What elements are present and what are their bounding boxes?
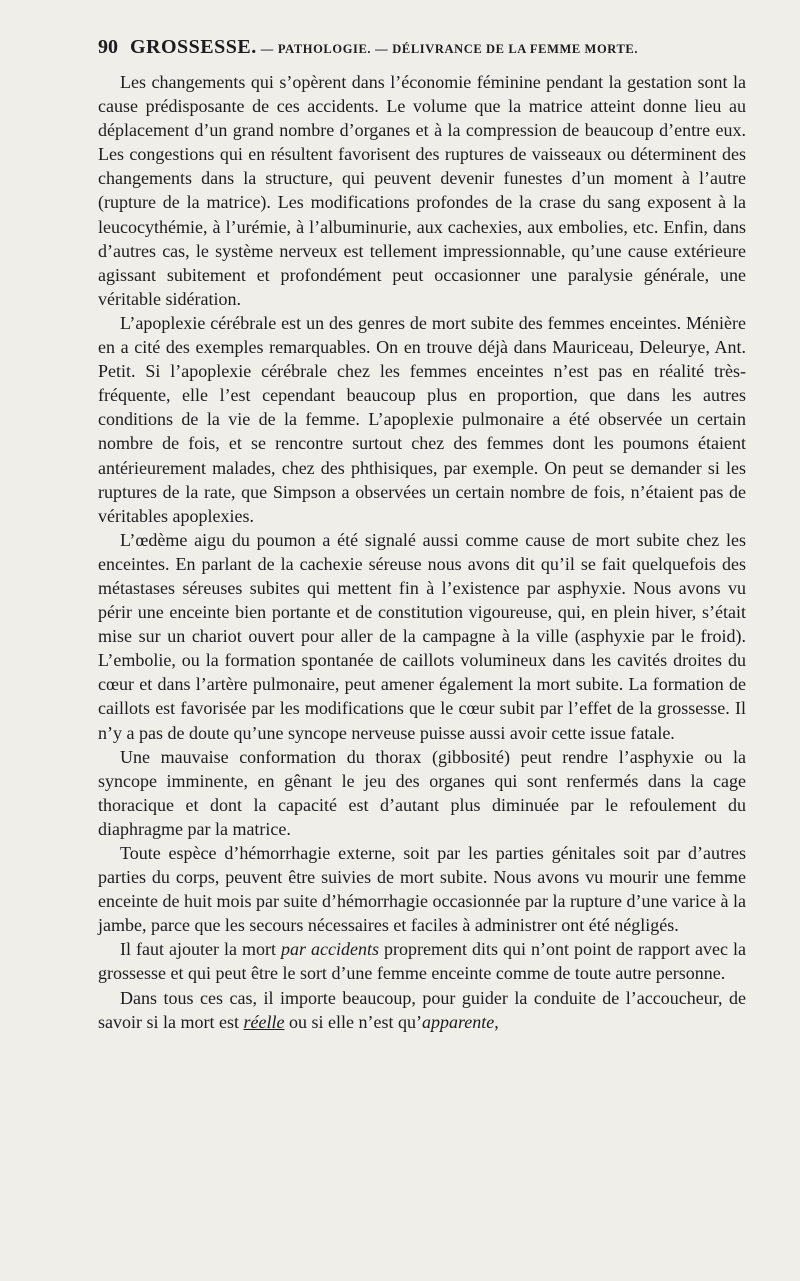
paragraph: L’œdème aigu du poumon a été signalé aussi comme cause de mort subite chez les enceintes. En parlant de la cachexie séreuse nous avons dit qu’il se fait quelquefois des métastases séreuses subites qui mettent fin à l’existence par asphyxie. Nous avons vu périr une enceinte bien portante et de constitution vigoureuse, qui, en plein hiver, s’était mise sur un chariot ouvert pour aller de la campagne à la ville (asphyxie par le froid). L’embolie, ou la formation spontanée de caillots volumineux dans les cavités droites du cœur et dans l’artère pulmonaire, peut amener également la mort subite. La formation de caillots est favorisée par les modifications que le cœur subit par l’effet de la grossesse. Il n’y a pas de doute qu’une syncope nerveuse puisse aussi avoir cette issue fatale. [98, 529, 746, 743]
header-section-delivrance: DÉLIVRANCE DE LA FEMME MORTE. [392, 42, 639, 56]
italic-phrase: réelle [243, 1011, 285, 1032]
header-section-pathologie: PATHOLOGIE. [277, 42, 372, 56]
text-run: , [494, 1011, 499, 1032]
text-run: ou si elle n’est qu’ [284, 1011, 422, 1032]
header-dash: — [375, 42, 389, 56]
paragraph: L’apoplexie cérébrale est un des genres de mort subite des femmes enceintes. Ménière en a cité des exemples remarquables. On en trouve déjà dans Mauriceau, Deleurye, Ant. Petit. Si l’apoplexie cérébrale chez les femmes enceintes n’est pas en réalité très-fréquente, elle l’est cependant beaucoup plus en proportion, que dans les autres conditions de la vie de la femme. L’apoplexie pulmonaire a été observée un certain nombre de fois, et se rencontre surtout chez des femmes dont les poumons étaient antérieurement malades, chez des phthisiques, par exemple. On peut se demander si les ruptures de la rate, que Simpson a observées un certain nombre de fois, n’étaient pas de véritables apoplexies. [98, 312, 746, 526]
italic-phrase: apparente [421, 1011, 495, 1032]
paragraph [98, 937, 746, 985]
body-text [98, 70, 746, 1034]
running-title: GROSSESSE. [130, 36, 257, 58]
text-run: Il faut ajouter la mort [120, 939, 281, 960]
paragraph: Une mauvaise conformation du thorax (gibbosité) peut rendre l’asphyxie ou la syncope imminente, en gênant le jeu des organes qui sont renfermés dans la cage thoracique et dont la capacité est d’autant plus diminuée par le refoulement du diaphragme par la matrice. [98, 746, 746, 839]
text-run: Dans tous ces cas, il importe beaucoup, pour guider la conduite de l’accoucheur, de savoir si la mort est [98, 987, 746, 1032]
text-run: proprement dits qui n’ont point de rapport avec la grossesse et qui peut être le sort d’une femme enceinte comme de toute autre personne. [98, 939, 746, 984]
italic-phrase: par accidents [281, 939, 379, 960]
paragraph [98, 986, 746, 1034]
header-dash: — [260, 42, 274, 56]
paragraph: Les changements qui s’opèrent dans l’économie féminine pendant la gestation sont la cause prédisposante de ces accidents. Le volume que la matrice atteint donne lieu au déplacement d’un grand nombre d’organes et à la compression de beaucoup d’entre eux. Les congestions qui en résultent favorisent des ruptures de vaisseaux ou déterminent des changements dans la structure, qui peuvent devenir funestes d’un moment à l’autre (rupture de la matrice). Les modifications profondes de la crase du sang exposent à la leucocythémie, à l’urémie, à l’albuminurie, aux cachexies, aux embolies, etc. Enfin, dans d’autres cas, le système nerveux est tellement impressionnable, qu’une cause extérieure agissant subitement et profondément peut occasionner une paralysie générale, une véritable sidération. [98, 72, 746, 309]
paragraph: Toute espèce d’hémorrhagie externe, soit par les parties génitales soit par d’autres parties du corps, peuvent être suivies de mort subite. Nous avons vu mourir une femme enceinte de huit mois par suite d’hémorrhagie occasionnée par la rupture d’une varice à la jambe, parce que les secours nécessaires et faciles à administrer ont été négligés. [98, 843, 746, 936]
page-number: 90 [98, 36, 118, 58]
running-header [98, 36, 718, 64]
